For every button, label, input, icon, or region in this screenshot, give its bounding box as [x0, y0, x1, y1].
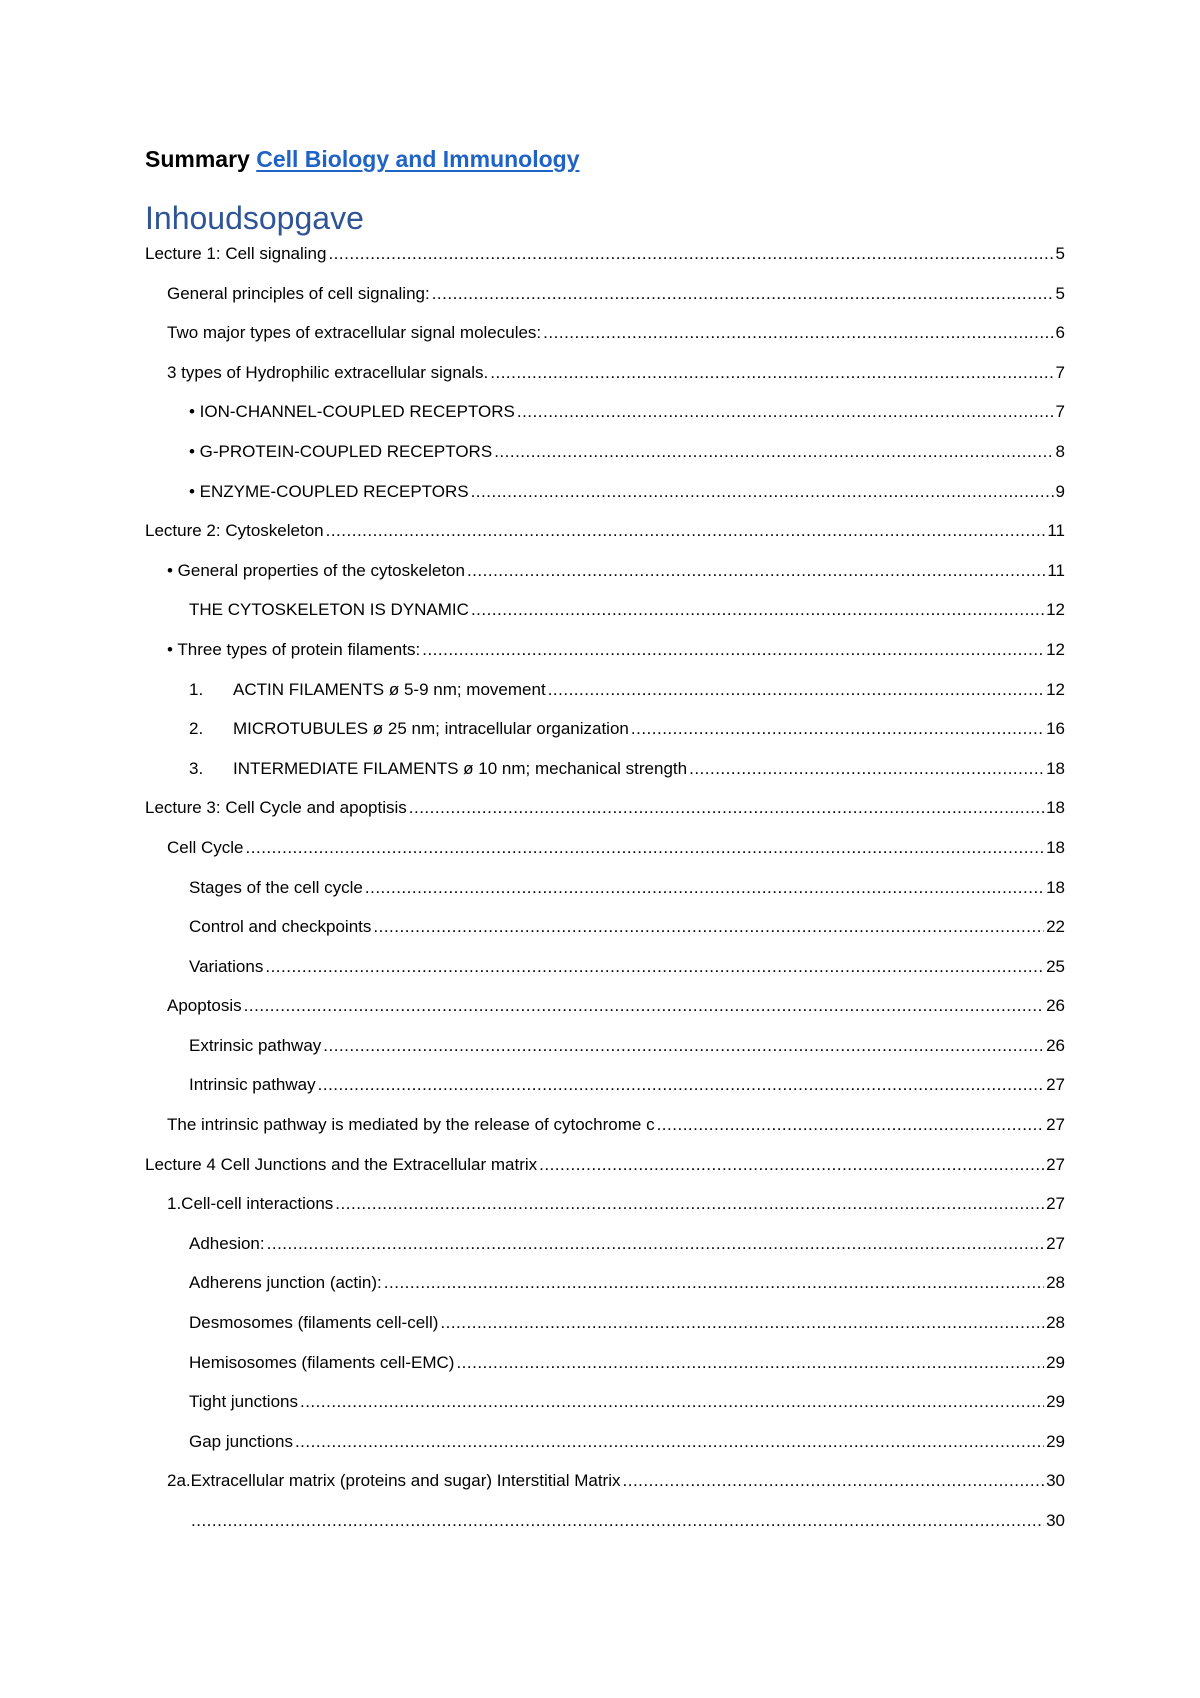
toc-entry-label: Hemisosomes (filaments cell-EMC) [189, 1352, 455, 1372]
toc-entry-label: Extrinsic pathway [189, 1035, 322, 1055]
toc-entry[interactable] [145, 917, 1065, 957]
toc-dot-leader [326, 521, 1046, 541]
toc-entry-label: Lecture 3: Cell Cycle and apoptisis [145, 798, 407, 818]
toc-entry-page-number: 27 [1046, 1075, 1065, 1095]
toc-entry-page-number: 27 [1046, 1233, 1065, 1253]
toc-entry-page-number: 5 [1055, 244, 1065, 263]
toc-dot-leader [267, 1234, 1044, 1254]
toc-entry[interactable] [145, 759, 1065, 799]
toc-entry[interactable] [145, 1273, 1065, 1313]
toc-entry-label: Intrinsic pathway [189, 1075, 316, 1095]
table-of-contents [145, 244, 1065, 1551]
toc-entry-label: Gap junctions [189, 1431, 293, 1451]
toc-entry-number: 2. [189, 719, 204, 739]
toc-entry-label: • ENZYME-COUPLED RECEPTORS [189, 481, 469, 501]
toc-dot-leader [548, 680, 1044, 700]
toc-dot-leader [422, 640, 1044, 660]
toc-entry[interactable] [145, 1036, 1065, 1076]
toc-entry-page-number: 28 [1046, 1273, 1065, 1293]
toc-entry[interactable] [145, 878, 1065, 918]
toc-dot-leader [631, 719, 1044, 739]
toc-entry-label: INTERMEDIATE FILAMENTS ø 10 nm; mechanical strength [233, 758, 688, 778]
toc-dot-leader [432, 284, 1054, 304]
toc-entry[interactable] [145, 284, 1065, 324]
toc-entry-page-number: 11 [1047, 560, 1065, 580]
toc-dot-leader [384, 1273, 1044, 1293]
toc-dot-leader [543, 323, 1053, 343]
toc-entry-page-number: 8 [1055, 441, 1065, 461]
toc-entry-page-number: 18 [1046, 877, 1065, 897]
toc-entry-label: Adherens junction (actin): [189, 1273, 382, 1293]
toc-entry-page-number: 18 [1046, 837, 1065, 857]
toc-entry[interactable] [145, 1313, 1065, 1353]
toc-dot-leader [456, 1353, 1044, 1373]
toc-entry[interactable] [145, 1353, 1065, 1393]
toc-entry[interactable] [145, 442, 1065, 482]
toc-entry-label: 2a.Extracellular matrix (proteins and sugar) Interstitial Matrix [167, 1471, 621, 1491]
toc-entry[interactable] [145, 1155, 1065, 1195]
toc-entry-label: 1.Cell-cell interactions [167, 1194, 334, 1214]
toc-dot-leader [265, 957, 1044, 977]
toc-dot-leader [191, 1511, 1044, 1531]
toc-entry-label: ACTIN FILAMENTS ø 5-9 nm; movement [233, 679, 546, 699]
toc-dot-leader [490, 363, 1053, 383]
document-title [145, 146, 580, 173]
toc-entry-label: MICROTUBULES ø 25 nm; intracellular organization [233, 719, 629, 739]
title-link[interactable]: Cell Biology and Immunology [256, 146, 580, 172]
toc-entry[interactable] [145, 798, 1065, 838]
toc-entry-label: 3 types of Hydrophilic extracellular signals. [167, 362, 489, 382]
toc-entry[interactable] [145, 561, 1065, 601]
toc-entry[interactable] [145, 521, 1065, 561]
toc-dot-leader [295, 1432, 1044, 1452]
toc-entry-page-number: 27 [1046, 1194, 1065, 1214]
toc-entry-page-number: 7 [1055, 362, 1065, 382]
toc-dot-leader [623, 1471, 1045, 1491]
toc-entry-label: Control and checkpoints [189, 917, 372, 937]
toc-entry-page-number: 12 [1046, 600, 1065, 620]
toc-dot-leader [318, 1075, 1044, 1095]
toc-entry[interactable] [145, 323, 1065, 363]
toc-dot-leader [494, 442, 1053, 462]
toc-dot-leader [539, 1155, 1044, 1175]
toc-entry-page-number: 22 [1046, 917, 1065, 937]
toc-dot-leader [517, 402, 1054, 422]
toc-entry-label: Two major types of extracellular signal molecules: [167, 323, 542, 343]
toc-entry-page-number: 29 [1046, 1352, 1065, 1372]
title-prefix: Summary [145, 146, 250, 172]
toc-entry-page-number: 18 [1046, 798, 1065, 818]
toc-entry[interactable] [145, 600, 1065, 640]
toc-entry-page-number: 26 [1046, 1035, 1065, 1055]
toc-dot-leader [373, 917, 1044, 937]
toc-entry-page-number: 6 [1055, 323, 1065, 343]
toc-entry-label: Tight junctions [189, 1392, 298, 1412]
toc-heading: Inhoudsopgave [145, 200, 364, 236]
toc-entry[interactable] [145, 996, 1065, 1036]
toc-dot-leader [689, 759, 1044, 779]
toc-entry-label: Lecture 2: Cytoskeleton [145, 521, 324, 541]
toc-entry[interactable] [145, 680, 1065, 720]
toc-entry-page-number: 26 [1046, 996, 1065, 1016]
toc-entry[interactable] [145, 1234, 1065, 1274]
toc-entry[interactable] [145, 402, 1065, 442]
toc-dot-leader [471, 482, 1054, 502]
toc-entry-label: Lecture 1: Cell signaling [145, 244, 327, 263]
toc-entry-page-number: 18 [1046, 758, 1065, 778]
toc-dot-leader [471, 600, 1044, 620]
toc-entry-label: The intrinsic pathway is mediated by the release of cytochrome c [167, 1115, 655, 1135]
toc-entry[interactable] [145, 1392, 1065, 1432]
toc-entry[interactable] [145, 1075, 1065, 1115]
toc-entry-number: 1. [189, 679, 204, 699]
toc-entry-page-number: 25 [1046, 956, 1065, 976]
toc-entry-label: Desmosomes (filaments cell-cell) [189, 1313, 439, 1333]
toc-dot-leader [246, 838, 1045, 858]
toc-entry[interactable] [145, 719, 1065, 759]
toc-entry-page-number: 5 [1055, 283, 1065, 303]
toc-entry[interactable] [145, 1432, 1065, 1472]
toc-entry[interactable] [145, 957, 1065, 997]
toc-entry-page-number: 28 [1046, 1313, 1065, 1333]
toc-entry-label: THE CYTOSKELETON IS DYNAMIC [189, 600, 469, 620]
toc-entry-page-number: 27 [1046, 1115, 1065, 1135]
toc-entry-page-number: 7 [1055, 402, 1065, 422]
toc-entry-label: • G-PROTEIN-COUPLED RECEPTORS [189, 441, 493, 461]
toc-entry-page-number: 29 [1046, 1392, 1065, 1412]
toc-entry-page-number: 27 [1046, 1154, 1065, 1174]
toc-entry-page-number: 30 [1046, 1511, 1065, 1530]
toc-entry-label: Lecture 4 Cell Junctions and the Extracellular matrix [145, 1154, 538, 1174]
toc-dot-leader [300, 1392, 1044, 1412]
toc-dot-leader [323, 1036, 1044, 1056]
toc-entry-label: • General properties of the cytoskeleton [167, 560, 465, 580]
toc-entry-page-number: 29 [1046, 1431, 1065, 1451]
toc-dot-leader [467, 561, 1045, 581]
toc-entry-label: Adhesion: [189, 1233, 265, 1253]
toc-entry-number: 3. [189, 758, 204, 778]
toc-dot-leader [440, 1313, 1044, 1333]
toc-entry[interactable] [145, 1194, 1065, 1234]
toc-entry-label: General principles of cell signaling: [167, 283, 430, 303]
toc-entry[interactable] [145, 838, 1065, 878]
toc-entry-label: Stages of the cell cycle [189, 877, 363, 897]
toc-entry-page-number: 16 [1046, 719, 1065, 739]
toc-entry-page-number: 9 [1055, 481, 1065, 501]
toc-entry-page-number: 12 [1046, 679, 1065, 699]
toc-entry-page-number: 30 [1046, 1471, 1065, 1491]
toc-entry-label: Variations [189, 956, 264, 976]
toc-entry[interactable] [145, 1511, 1065, 1551]
toc-entry-label: Cell Cycle [167, 837, 244, 857]
toc-entry[interactable] [145, 482, 1065, 522]
toc-dot-leader [335, 1194, 1044, 1214]
toc-entry[interactable] [145, 244, 1065, 284]
toc-entry-label: • Three types of protein filaments: [167, 639, 421, 659]
toc-entry-page-number: 12 [1046, 639, 1065, 659]
toc-entry-label: • ION-CHANNEL-COUPLED RECEPTORS [189, 402, 515, 422]
toc-entry[interactable] [145, 1115, 1065, 1155]
toc-entry[interactable] [145, 640, 1065, 680]
toc-dot-leader [409, 798, 1044, 818]
toc-dot-leader [657, 1115, 1045, 1135]
toc-entry-page-number: 11 [1047, 521, 1065, 541]
toc-dot-leader [244, 996, 1044, 1016]
toc-dot-leader [328, 244, 1053, 264]
toc-entry-label: Apoptosis [167, 996, 242, 1016]
toc-entry[interactable] [145, 1471, 1065, 1511]
toc-dot-leader [365, 878, 1044, 898]
toc-entry[interactable] [145, 363, 1065, 403]
